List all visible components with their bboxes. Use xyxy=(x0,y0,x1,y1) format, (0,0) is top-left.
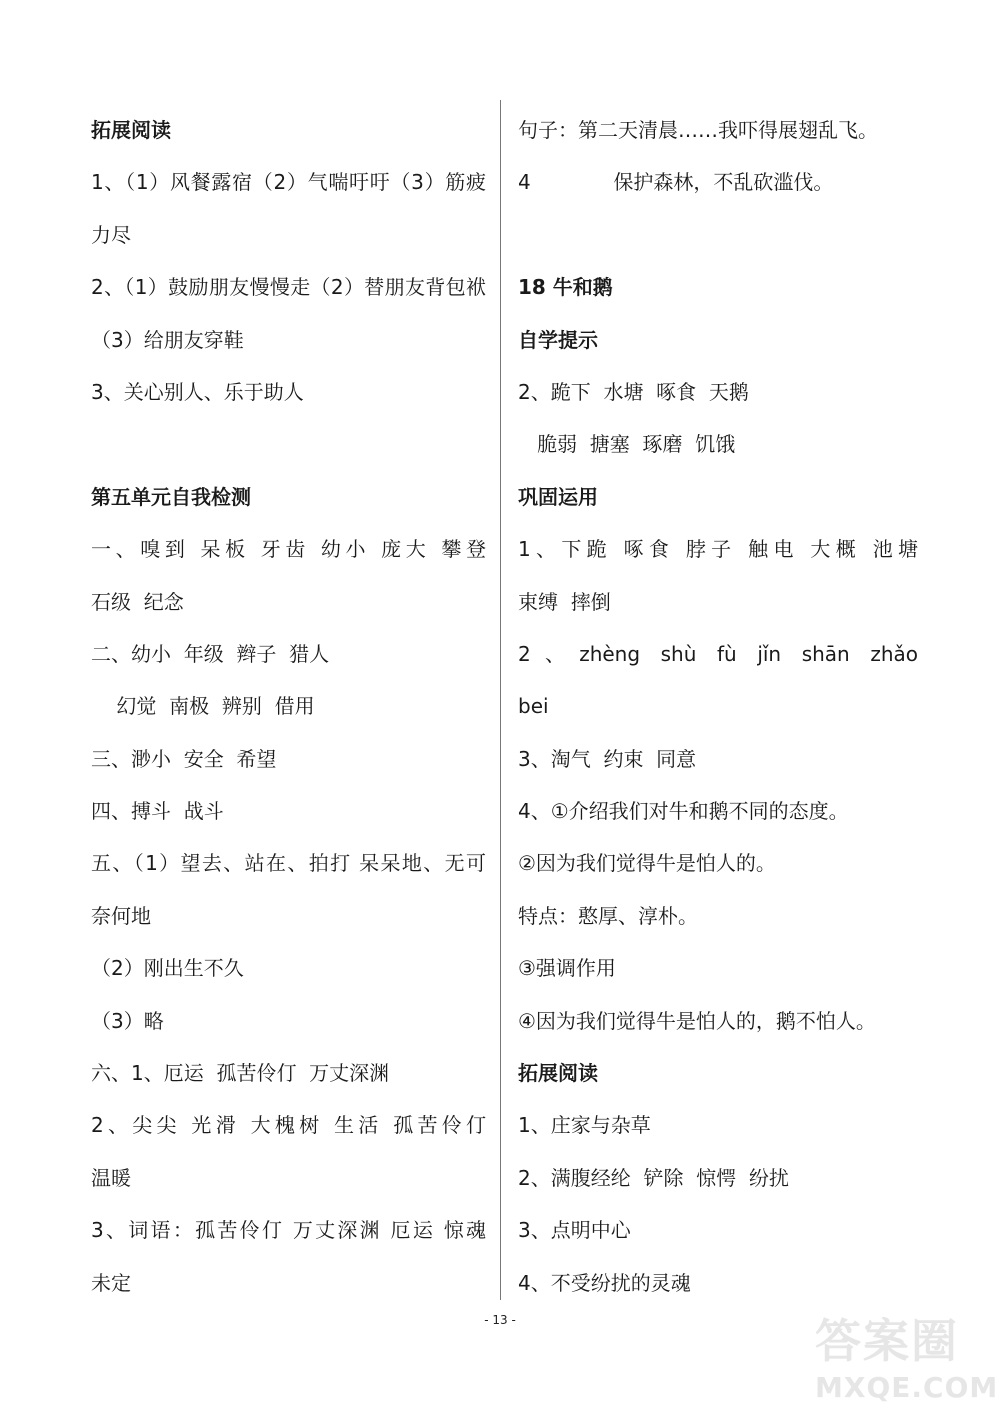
text-line: 一、嗅到 呆板 牙齿 幼小 庞大 攀登 xyxy=(91,537,486,562)
text-line: 二、幼小 年级 辫子 猎人 xyxy=(91,641,330,666)
text-line: 脆弱 搪塞 琢磨 饥饿 xyxy=(518,432,736,457)
text-line: 3、点明中心 xyxy=(518,1218,631,1243)
text-line: 束缚 摔倒 xyxy=(518,589,611,614)
section-heading: 18 牛和鹅 xyxy=(518,275,613,300)
text-line: 1、（1）风餐露宿（2）气喘吁吁（3）筋疲 xyxy=(91,170,486,195)
text-line: 4、不受纷扰的灵魂 xyxy=(518,1270,691,1295)
text-line: 2、zhèng shù fù jǐn shān zhǎo xyxy=(518,641,918,666)
text-line: （3）略 xyxy=(91,1008,164,1033)
watermark-logo xyxy=(800,1312,999,1412)
watermark-url-text: MXQE.COM xyxy=(815,1371,999,1404)
text-line: 2、跪下 水塘 啄食 天鹅 xyxy=(518,379,749,404)
section-heading: 拓展阅读 xyxy=(518,1061,598,1086)
text-line: 三、渺小 安全 希望 xyxy=(91,746,277,771)
text-line: 3、关心别人、乐于助人 xyxy=(91,379,304,404)
section-heading: 巩固运用 xyxy=(518,484,598,509)
text-line: 温暖 xyxy=(91,1165,131,1190)
watermark-top-text: 答案圈 xyxy=(815,1314,959,1368)
text-line: 五、（1）望去、站在、拍打 呆呆地、无可 xyxy=(91,851,486,876)
text-line: 2、尖尖 光滑 大槐树 生活 孤苦伶仃 xyxy=(91,1113,486,1138)
text-line: ③强调作用 xyxy=(518,956,616,981)
text-line: 3、词语：孤苦伶仃 万丈深渊 厄运 惊魂 xyxy=(91,1218,486,1243)
text-line: 2、满腹经纶 铲除 惊愕 纷扰 xyxy=(518,1165,789,1190)
text-line: 1、庄家与杂草 xyxy=(518,1113,651,1138)
page-number: - 13 - xyxy=(484,1313,516,1327)
right-column xyxy=(518,104,918,1309)
text-line: （3）给朋友穿鞋 xyxy=(91,327,244,352)
text-line: 幻觉 南极 辨别 借用 xyxy=(91,694,315,719)
text-line: 未定 xyxy=(91,1270,131,1295)
text-line: 力尽 xyxy=(91,222,131,247)
section-heading: 拓展阅读 xyxy=(91,118,171,142)
text-line: 4、①介绍我们对牛和鹅不同的态度。 xyxy=(518,799,849,824)
column-divider xyxy=(500,100,501,1300)
section-heading: 自学提示 xyxy=(518,327,598,352)
text-line: 特点：憨厚、淳朴。 xyxy=(518,903,698,928)
text-line: 1、下跪 啄食 脖子 触电 大概 池塘 xyxy=(518,537,918,562)
text-line: 石级 纪念 xyxy=(91,589,184,614)
blank-line xyxy=(518,209,918,261)
text-line: 句子：第二天清晨……我吓得展翅乱飞。 xyxy=(518,118,878,142)
text-line: bei xyxy=(518,694,549,719)
blank-line xyxy=(91,418,486,470)
text-line: 2、（1）鼓励朋友慢慢走（2）替朋友背包袱 xyxy=(91,275,486,300)
text-line: （2）刚出生不久 xyxy=(91,956,244,981)
text-line: 4 保护森林，不乱砍滥伐。 xyxy=(518,170,834,195)
text-line: ②因为我们觉得牛是怕人的。 xyxy=(518,851,776,876)
text-line: ④因为我们觉得牛是怕人的，鹅不怕人。 xyxy=(518,1008,876,1033)
text-line: 奈何地 xyxy=(91,903,151,928)
section-heading: 第五单元自我检测 xyxy=(91,484,251,509)
text-line: 四、搏斗 战斗 xyxy=(91,799,224,824)
left-column xyxy=(91,104,486,1309)
text-line: 3、淘气 约束 同意 xyxy=(518,746,697,771)
text-line: 六、1、厄运 孤苦伶仃 万丈深渊 xyxy=(91,1061,390,1086)
